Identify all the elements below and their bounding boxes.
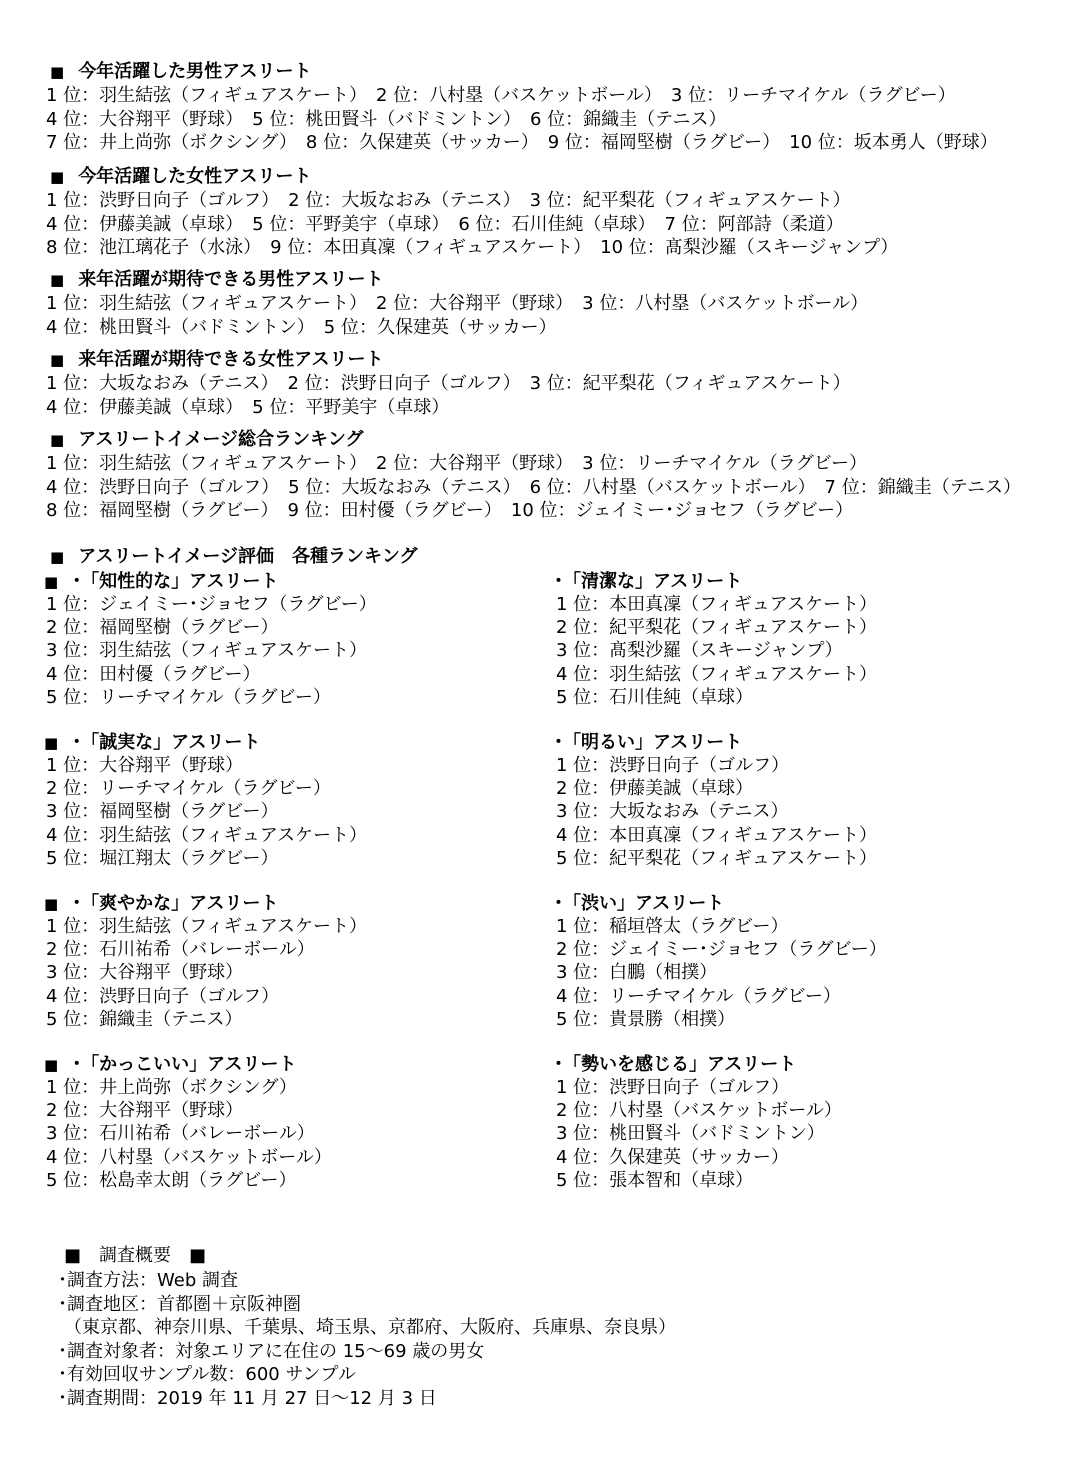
section-heading-overall-text: アスリートイメージ総合ランキング xyxy=(78,429,364,450)
category-ranking-item: 5 位：貴景勝（相撲） xyxy=(556,1008,736,1030)
category-heading-text: ･「誠実な」アスリート xyxy=(72,732,261,753)
ranking-line: 1 位：羽生結弦（フィギュアスケート） 2 位：大谷翔平（野球） 3 位：リーチマイケル（ラグビー） xyxy=(46,453,868,474)
square-bullet-icon: ■ xyxy=(44,573,59,591)
category-ranking-item: 4 位：羽生結弦（フィギュアスケート） xyxy=(46,824,368,846)
survey-detail-line: ･調査対象者：対象エリアに在住の 15～69 歳の男女 xyxy=(58,1340,485,1362)
category-ranking-item: 2 位：リーチマイケル（ラグビー） xyxy=(46,778,331,800)
ranking-line: 4 位：桃田賢斗（バドミントン） 5 位：久保建英（サッカー） xyxy=(46,316,557,338)
square-bullet-icon: ■ xyxy=(44,734,59,752)
category-ranking-item: 3 位：大坂なおみ（テニス） xyxy=(556,801,789,823)
category-heading-text: ･「かっこいい」アスリート xyxy=(72,1054,297,1075)
square-bullet-icon: ■ xyxy=(50,271,65,289)
ranking-line: 4 位：伊藤美誠（卓球） 5 位：平野美宇（卓球） 6 位：石川佳純（卓球） 7 位：阿部詩（柔道） xyxy=(46,213,844,235)
category-heading-text: ･「爽やかな」アスリート xyxy=(72,893,279,914)
category-ranking-item: 2 位：八村塁（バスケットボール） xyxy=(556,1100,842,1122)
category-ranking-item: 1 位：稲垣啓太（ラグビー） xyxy=(556,916,789,937)
ranking-line: 1 位：渋野日向子（ゴルフ） 2 位：大坂なおみ（テニス） 3 位：紀平梨花（フィギュアスケート） xyxy=(46,190,851,211)
category-ranking-item: 5 位：石川佳純（卓球） xyxy=(556,686,754,708)
survey-detail-line: （東京都、神奈川県、千葉県、埼玉県、京都府、大阪府、兵庫県、奈良県） xyxy=(64,1317,676,1339)
section-heading-male_next_year xyxy=(50,268,383,291)
category-ranking-item: 2 位：福岡堅樹（ラグビー） xyxy=(46,617,279,639)
category-heading xyxy=(44,1053,296,1076)
ranking-line: 7 位：井上尚弥（ボクシング） 8 位：久保建英（サッカー） 9 位：福岡堅樹（ラグビー） 10 位：坂本勇人（野球） xyxy=(46,132,998,153)
category-ranking-item: 1 位：羽生結弦（フィギュアスケート） xyxy=(46,916,368,937)
category-ranking-item: 4 位：羽生結弦（フィギュアスケート） xyxy=(556,663,878,685)
category-ranking-item: 1 位：渋野日向子（ゴルフ） xyxy=(556,1077,790,1098)
category-ranking-item: 3 位：羽生結弦（フィギュアスケート） xyxy=(46,640,368,662)
category-ranking-item: 2 位：紀平梨花（フィギュアスケート） xyxy=(556,617,878,639)
category-ranking-item: 4 位：渋野日向子（ゴルフ） xyxy=(46,985,280,1007)
ranking-line: 4 位：大谷翔平（野球） 5 位：桃田賢斗（バドミントン） 6 位：錦織圭（テニス） xyxy=(46,108,727,130)
category-ranking-item: 1 位：大谷翔平（野球） xyxy=(46,755,244,776)
square-bullet-icon: ■ xyxy=(50,63,65,81)
category-heading xyxy=(44,892,278,915)
survey-summary-heading: ■ 調査概要 ■ xyxy=(64,1245,207,1266)
square-bullet-icon: ■ xyxy=(50,431,65,449)
category-ranking-item: 4 位：リーチマイケル（ラグビー） xyxy=(556,985,841,1007)
section-heading-male_this_year-text: 今年活躍した男性アスリート xyxy=(78,61,312,82)
category-heading xyxy=(44,570,278,593)
category-ranking-item: 4 位：八村塁（バスケットボール） xyxy=(46,1146,332,1168)
square-bullet-icon: ■ xyxy=(50,351,65,369)
ranking-line: 1 位：大坂なおみ（テニス） 2 位：渋野日向子（ゴルフ） 3 位：紀平梨花（フィギュアスケート） xyxy=(46,373,851,394)
category-ranking-item: 5 位：松島幸太朗（ラグビー） xyxy=(46,1169,297,1191)
category-ranking-item: 5 位：紀平梨花（フィギュアスケート） xyxy=(556,847,878,869)
category-heading-text: ･「知性的な」アスリート xyxy=(72,571,279,592)
category-heading: ･「明るい」アスリート xyxy=(554,732,743,753)
category-ranking-item: 5 位：リーチマイケル（ラグビー） xyxy=(46,686,331,708)
category-ranking-item: 1 位：渋野日向子（ゴルフ） xyxy=(556,755,790,776)
category-ranking-item: 3 位：福岡堅樹（ラグビー） xyxy=(46,801,279,823)
category-ranking-item: 4 位：久保建英（サッカー） xyxy=(556,1146,789,1168)
ranking-line: 4 位：伊藤美誠（卓球） 5 位：平野美宇（卓球） xyxy=(46,396,450,418)
ranking-line: 1 位：羽生結弦（フィギュアスケート） 2 位：八村塁（バスケットボール） 3 位：リーチマイケル（ラグビー） xyxy=(46,85,956,106)
survey-detail-line: ･有効回収サンプル数：600 サンプル xyxy=(58,1364,356,1386)
section-heading-evaluation xyxy=(50,545,418,568)
category-heading xyxy=(44,731,260,754)
category-ranking-item: 1 位：井上尚弥（ボクシング） xyxy=(46,1077,297,1098)
category-ranking-item: 3 位：大谷翔平（野球） xyxy=(46,962,244,984)
category-ranking-item: 3 位：石川祐希（バレーボール） xyxy=(46,1123,315,1145)
square-bullet-icon: ■ xyxy=(44,1056,59,1074)
category-ranking-item: 4 位：田村優（ラグビー） xyxy=(46,663,261,685)
section-heading-female_next_year xyxy=(50,348,383,371)
section-heading-female_this_year-text: 今年活躍した女性アスリート xyxy=(78,166,312,187)
category-ranking-item: 4 位：本田真凜（フィギュアスケート） xyxy=(556,824,878,846)
category-ranking-item: 2 位：伊藤美誠（卓球） xyxy=(556,778,754,800)
category-ranking-item: 2 位：ジェイミー･ジョセフ（ラグビー） xyxy=(556,939,887,961)
ranking-line: 1 位：羽生結弦（フィギュアスケート） 2 位：大谷翔平（野球） 3 位：八村塁（バスケットボール） xyxy=(46,293,869,314)
category-ranking-item: 5 位：張本智和（卓球） xyxy=(556,1169,754,1191)
ranking-line: 8 位：福岡堅樹（ラグビー） 9 位：田村優（ラグビー） 10 位：ジェイミー･ジョセフ（ラグビー） xyxy=(46,500,854,521)
category-ranking-item: 3 位：桃田賢斗（バドミントン） xyxy=(556,1123,825,1145)
category-heading: ･「勢いを感じる」アスリート xyxy=(554,1054,797,1075)
category-ranking-item: 5 位：錦織圭（テニス） xyxy=(46,1008,243,1030)
category-ranking-item: 1 位：本田真凜（フィギュアスケート） xyxy=(556,594,878,615)
category-ranking-item: 2 位：石川祐希（バレーボール） xyxy=(46,939,315,961)
category-ranking-item: 1 位：ジェイミー･ジョセフ（ラグビー） xyxy=(46,594,377,615)
category-ranking-item: 5 位：堀江翔太（ラグビー） xyxy=(46,847,279,869)
survey-detail-line: ･調査期間：2019 年 11 月 27 日～12 月 3 日 xyxy=(58,1388,437,1409)
square-bullet-icon: ■ xyxy=(44,895,59,913)
category-heading: ･「渋い」アスリート xyxy=(554,893,725,914)
section-heading-male_next_year-text: 来年活躍が期待できる男性アスリート xyxy=(78,269,384,290)
section-heading-male_this_year xyxy=(50,60,311,83)
ranking-line: 4 位：渋野日向子（ゴルフ） 5 位：大坂なおみ（テニス） 6 位：八村塁（バスケットボール） 7 位：錦織圭（テニス） xyxy=(46,476,1021,498)
section-heading-female_next_year-text: 来年活躍が期待できる女性アスリート xyxy=(78,349,384,370)
section-heading-female_this_year xyxy=(50,165,311,188)
category-ranking-item: 3 位：白鵬（相撲） xyxy=(556,962,718,984)
square-bullet-icon: ■ xyxy=(50,548,65,566)
survey-detail-line: ･調査地区：首都圏＋京阪神圏 xyxy=(58,1293,301,1315)
section-heading-evaluation-text: アスリートイメージ評価 各種ランキング xyxy=(78,546,418,567)
category-ranking-item: 3 位：髙梨沙羅（スキージャンプ） xyxy=(556,640,843,662)
ranking-line: 8 位：池江璃花子（水泳） 9 位：本田真凜（フィギュアスケート） 10 位：髙梨沙羅（スキージャンプ） xyxy=(46,237,899,258)
square-bullet-icon: ■ xyxy=(50,168,65,186)
category-ranking-item: 2 位：大谷翔平（野球） xyxy=(46,1100,244,1122)
category-heading: ･「清潔な」アスリート xyxy=(554,571,743,592)
survey-detail-line: ･調査方法：Web 調査 xyxy=(58,1270,238,1291)
section-heading-overall xyxy=(50,428,364,451)
